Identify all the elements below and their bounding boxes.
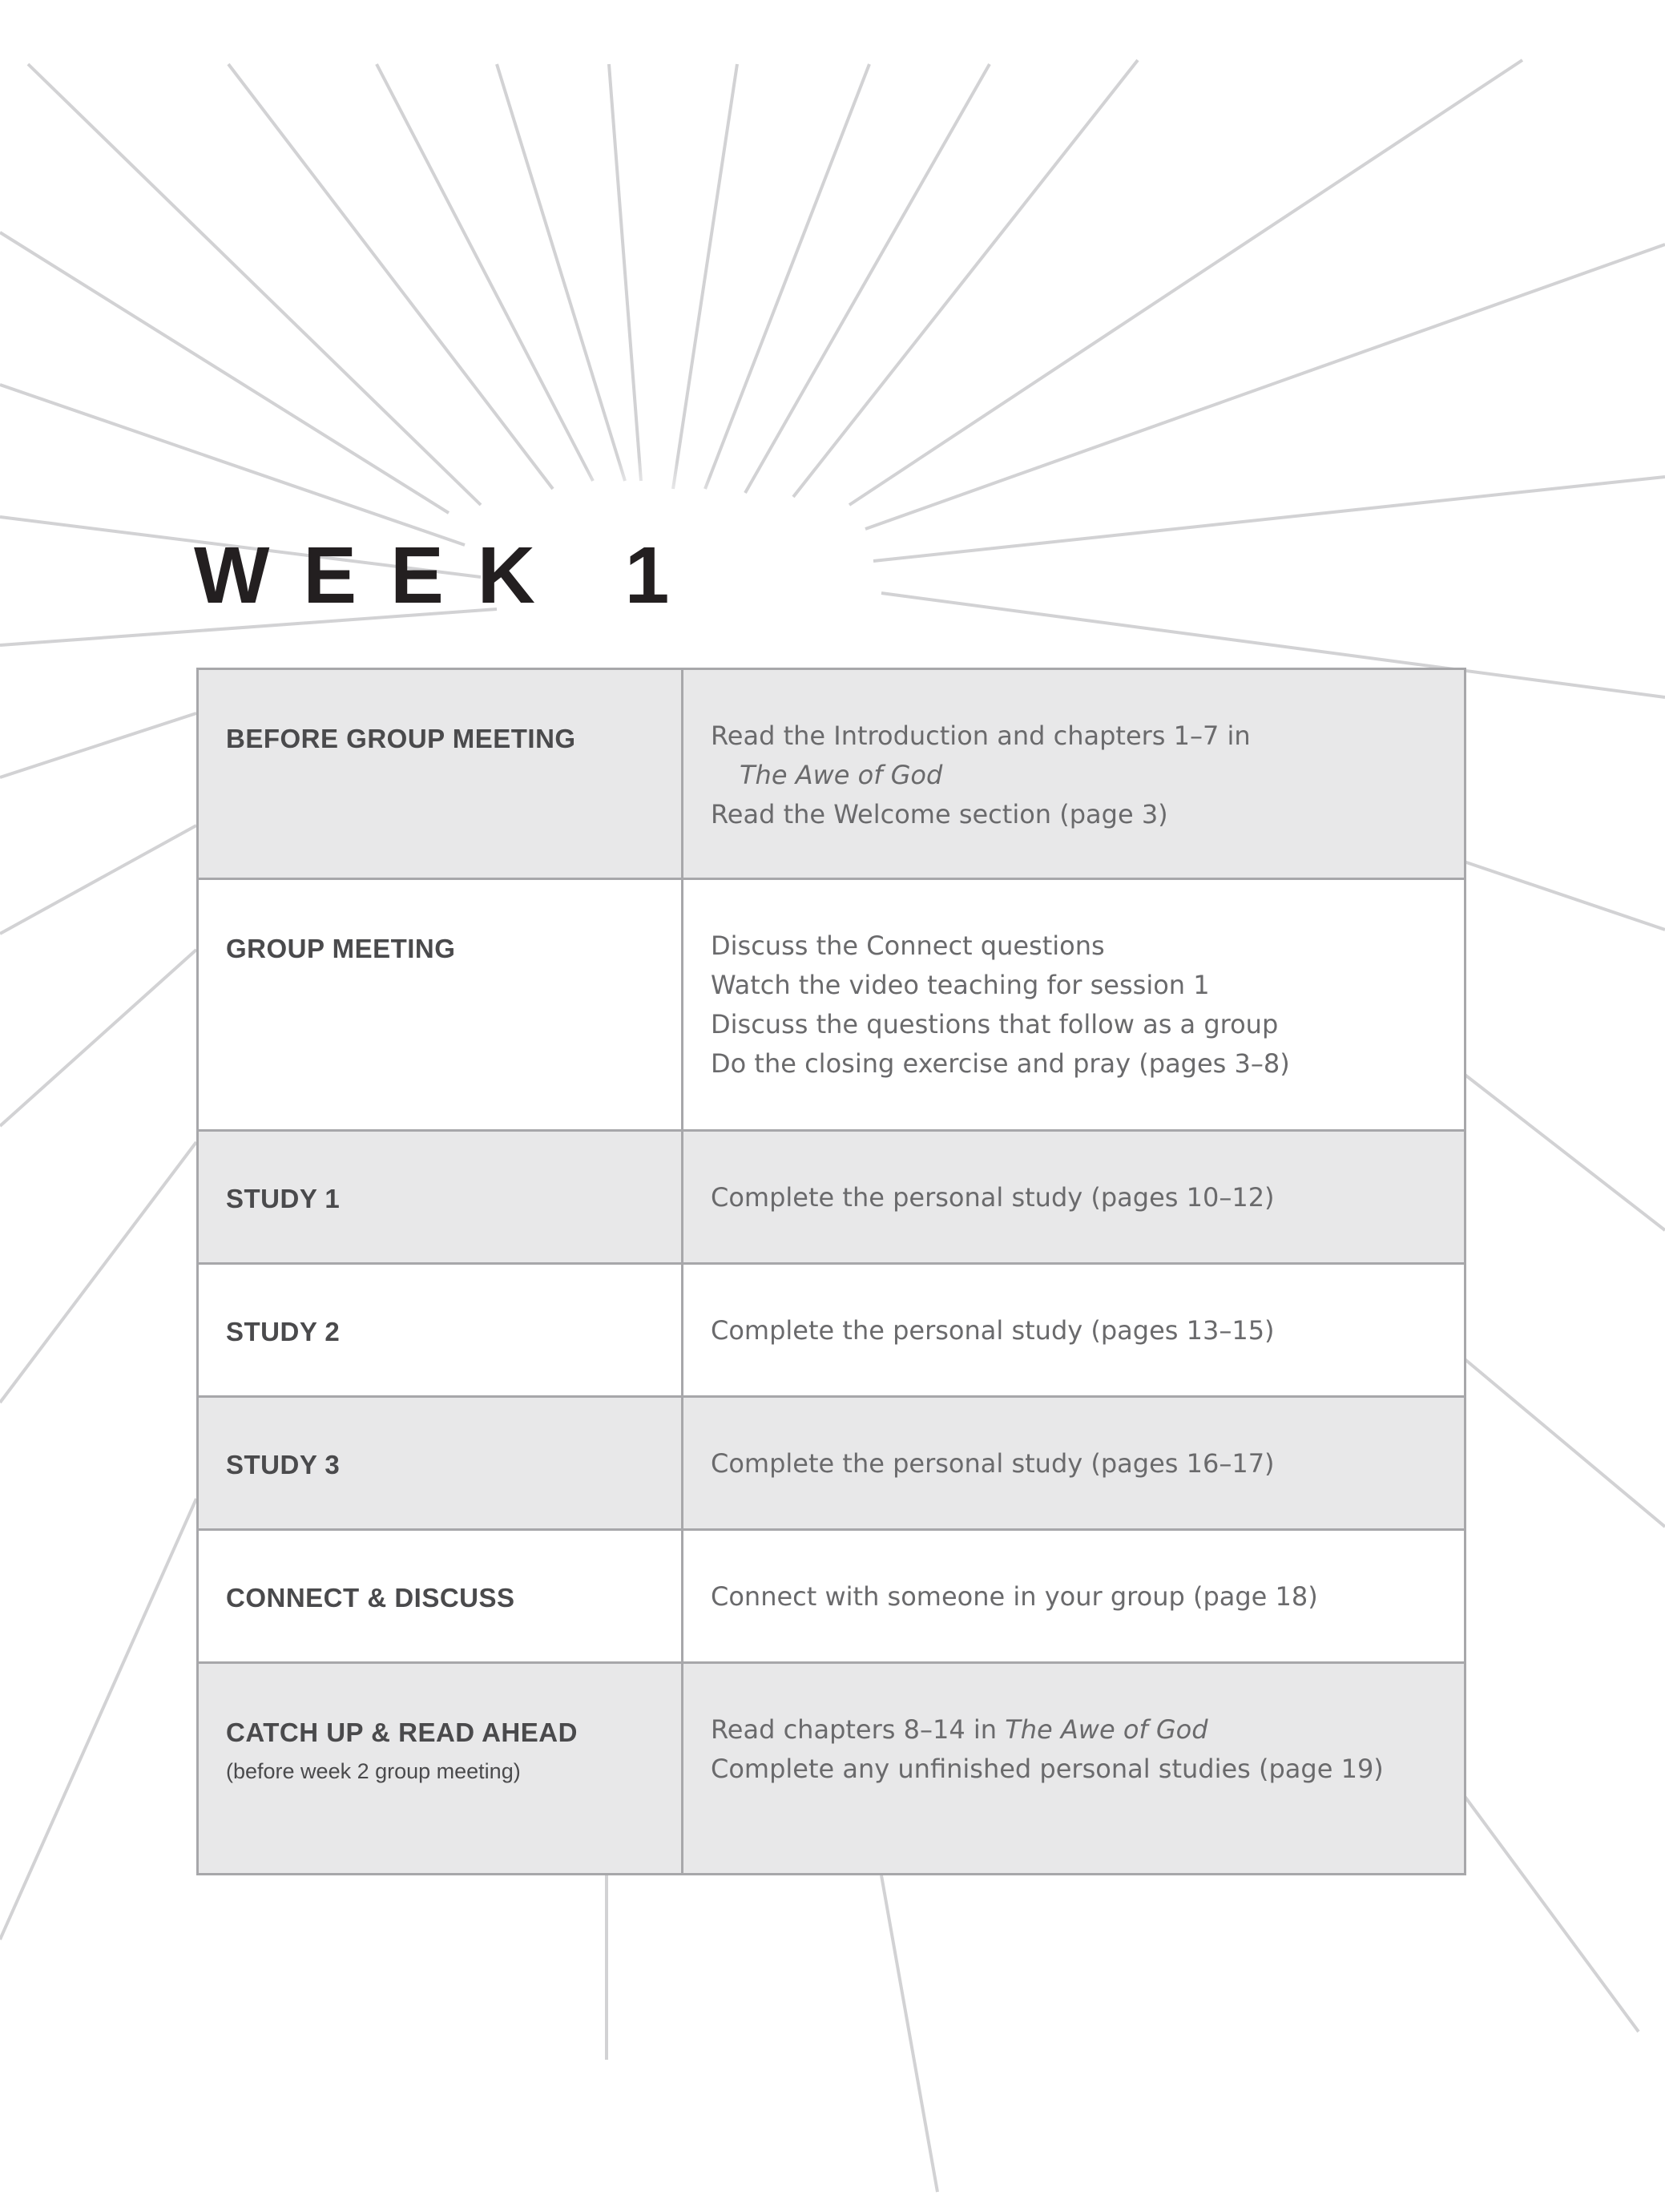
row-label-cell [198, 1397, 683, 1530]
sunburst-ray [0, 232, 449, 513]
sunburst-ray [745, 64, 990, 493]
task-line: Discuss the questions that follow as a group [711, 1009, 1279, 1039]
row-label: STUDY 3 [226, 1450, 341, 1479]
table-row [198, 1530, 1465, 1663]
task-line: Connect with someone in your group (page 18) [711, 1581, 1318, 1612]
row-tasks-cell [683, 1397, 1465, 1530]
row-tasks-cell [683, 669, 1465, 879]
book-title: The Awe of God [740, 760, 943, 790]
task-line: Complete the personal study (pages 10–12) [711, 1182, 1275, 1213]
task-line: Discuss the Connect questions [711, 930, 1105, 961]
row-label: GROUP MEETING [226, 934, 456, 963]
sunburst-ray [1464, 862, 1665, 930]
table-row [198, 1264, 1465, 1397]
table-row [198, 1663, 1465, 1875]
sunburst-ray [0, 385, 465, 545]
task-line: Complete any unfinished personal studies (page 19) [711, 1754, 1384, 1784]
row-label-cell [198, 1264, 683, 1397]
table-row [198, 669, 1465, 879]
row-label: BEFORE GROUP MEETING [226, 724, 576, 753]
sunburst-ray [1464, 1074, 1665, 1230]
row-label-cell [198, 1530, 683, 1663]
sunburst-ray [0, 713, 196, 777]
row-tasks-cell [683, 1264, 1465, 1397]
sunburst-ray [1464, 1358, 1665, 1527]
row-tasks-cell [683, 1131, 1465, 1264]
sunburst-ray [705, 64, 869, 489]
sunburst-ray [1464, 1795, 1639, 2032]
task-line [711, 756, 1448, 795]
row-sublabel: (before week 2 group meeting) [226, 1759, 521, 1783]
sunburst-ray [865, 244, 1665, 529]
sunburst-ray [0, 1142, 196, 1403]
sunburst-ray [228, 64, 553, 489]
task-line: Complete the personal study (pages 13–15) [711, 1315, 1275, 1346]
task-line: Do the closing exercise and pray (pages 3–8) [711, 1048, 1290, 1079]
sunburst-ray [609, 64, 641, 481]
task-line [711, 1710, 1448, 1750]
task-line: Read the Introduction and chapters 1–7 in [711, 721, 1251, 751]
row-tasks-cell [683, 879, 1465, 1131]
weekly-schedule-table [196, 668, 1466, 1875]
task-text: Read chapters 8–14 in [711, 1714, 1006, 1745]
task-line: Read the Welcome section (page 3) [711, 799, 1168, 830]
row-label-cell [198, 1663, 683, 1875]
sunburst-ray [873, 477, 1665, 561]
row-tasks-cell [683, 1530, 1465, 1663]
sunburst-ray [0, 1499, 196, 1940]
row-tasks-cell [683, 1663, 1465, 1875]
sunburst-ray [849, 60, 1522, 505]
task-line: Watch the video teaching for session 1 [711, 970, 1210, 1000]
row-label: CONNECT & DISCUSS [226, 1583, 515, 1613]
row-label: STUDY 2 [226, 1317, 341, 1346]
sunburst-ray [881, 1875, 937, 2192]
row-label: CATCH UP & READ AHEAD [226, 1718, 578, 1747]
sunburst-ray [28, 64, 481, 505]
page-title: WEEK 1 [194, 531, 703, 620]
row-label-cell [198, 879, 683, 1131]
table-row [198, 1131, 1465, 1264]
table-row [198, 879, 1465, 1131]
book-title: The Awe of God [1005, 1714, 1208, 1745]
table-row [198, 1397, 1465, 1530]
sunburst-ray [0, 825, 196, 934]
row-label: STUDY 1 [226, 1184, 341, 1213]
row-label-cell [198, 1131, 683, 1264]
sunburst-ray [0, 950, 196, 1126]
task-line: Complete the personal study (pages 16–17) [711, 1448, 1275, 1479]
row-label-cell [198, 669, 683, 879]
sunburst-ray [673, 64, 737, 489]
